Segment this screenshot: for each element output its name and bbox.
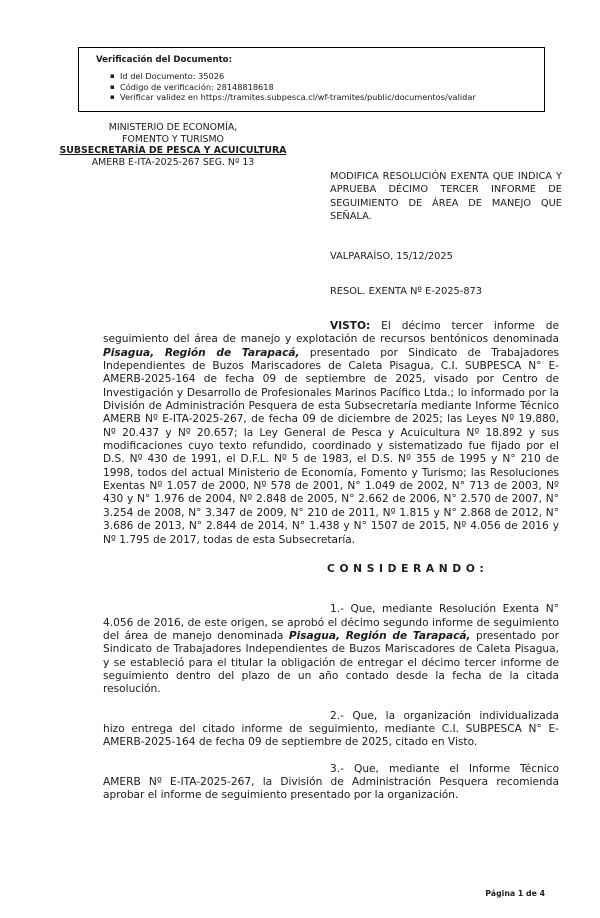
ministry-name-line2: FOMENTO Y TURISMO bbox=[122, 133, 224, 145]
verification-item-label: Código de verificación: 28148818618 bbox=[120, 81, 274, 92]
verification-item-label: Id del Documento: 35026 bbox=[120, 71, 225, 81]
verification-item-label: Verificar validez en https://tramites.subpesca.cl/wf-tramites/public/documentos/validar bbox=[120, 92, 476, 103]
bullet-icon: ▪ bbox=[110, 82, 115, 91]
visto-paragraph bbox=[103, 320, 559, 547]
verification-item-document-id bbox=[110, 71, 538, 82]
page-number: Página 1 de 4 bbox=[485, 889, 545, 898]
resolution-number: RESOL. EXENTA Nº E-2025-873 bbox=[330, 286, 483, 297]
verification-box bbox=[78, 47, 545, 112]
verification-list bbox=[96, 71, 538, 103]
letterhead bbox=[33, 122, 313, 168]
subsecretaria-title: SUBSECRETARÍA DE PESCA Y ACUICULTURA bbox=[59, 145, 287, 157]
considerando-paragraph-2: 2.- Que, la organización individualizada hizo entrega del citado informe de seguimiento, mediante C.I. SUBPESCA N° E-AMERB-2025-164 de fecha 09 de septiembre de 2025, citado en Visto. bbox=[103, 709, 559, 749]
document-reference: AMERB E-ITA-2025-267 SEG. Nº 13 bbox=[91, 156, 255, 168]
visto-label: VISTO: bbox=[330, 320, 371, 332]
verification-title: Verificación del Documento: bbox=[96, 55, 233, 65]
bullet-icon: ▪ bbox=[110, 93, 115, 102]
visto-text: El décimo tercer informe de seguimiento del área de manejo y explotación de recursos bentónicos denominada Pisagua, Región de Tarapacá, presentado por Sindicato de Trabajadores Independientes de Buzos Mariscadores de Caleta Pisagua, C.I. SUBPESCA N° E-AMERB-2025-164 de fecha 09 de septiembre de 2025, visado por Centro de Investigación y Desarrollo de Profesionales Marinos Pacífico Ltda.; lo informado por la División de Administración Pesquera de esta Subsecretaría mediante Informe Técnico AMERB Nº E-ITA-2025-267, de fecha 09 de diciembre de 2025; las Leyes Nº 19.880, Nº 20.437 y Nº 20.657; la Ley General de Pesca y Acuicultura Nº 18.892 y sus modificaciones cuyo texto refundido, coordinado y sistematizado fue fijado por el D.S. Nº 430 de 1991, el D.F.L. Nº 5 de 1983, el D.S. Nº 355 de 1995 y N° 210 de 1998, todos del actual Ministerio de Economía, Fomento y Turismo; las Resoluciones Exentas Nº 1.057 de 2000, Nº 578 de 2001, N° 1.049 de 2002, N° 713 de 2003, Nº 430 y N° 1.976 de 2004, Nº 2.848 de 2005, N° 2.662 de 2006, N° 2.570 de 2007, N° 3.254 de 2008, N° 3.347 de 2009, N° 210 de 2011, Nº 1.815 y N° 2.868 de 2012, N° 3.686 de 2013, N° 2.844 de 2014, N° 1.438 y N° 1507 de 2015, Nº 4.056 de 2016 y Nº 1.795 de 2017, todas de esta Subsecretaría. bbox=[103, 320, 559, 546]
verification-item-url bbox=[110, 92, 538, 103]
verification-item-code bbox=[110, 82, 538, 93]
bullet-icon: ▪ bbox=[110, 72, 115, 80]
considerando-heading: C O N S I D E R A N D O : bbox=[327, 562, 485, 575]
document-body bbox=[103, 320, 559, 803]
considerando-paragraph-3: 3.- Que, mediante el Informe Técnico AMERB Nº E-ITA-2025-267, la División de Administración Pesquera recomienda aprobar el informe de seguimiento presentado por la organización. bbox=[103, 762, 559, 802]
considerando-paragraph-1: 1.- Que, mediante Resolución Exenta N° 4.056 de 2016, de este origen, se aprobó el décimo segundo informe de seguimiento del área de manejo denominada Pisagua, Región de Tarapacá, presentado por Sindicato de Trabajadores Independientes de Buzos Mariscadores de Caleta Pisagua, y se estableció para el titular la obligación de entregar el décimo tercer informe de seguimiento dentro del plazo de un año contado desde la fecha de la citada resolución. bbox=[103, 603, 560, 696]
city-date: VALPARAÍSO, 15/12/2025 bbox=[330, 251, 453, 262]
ministry-name-line1: MINISTERIO DE ECONOMÍA, bbox=[108, 122, 238, 133]
resolution-title: MODIFICA RESOLUCIÓN EXENTA QUE INDICA Y APRUEBA DÉCIMO TERCER INFORME DE SEGUIMIENTO DE ÁREA DE MANEJO QUE SEÑALA. bbox=[330, 171, 562, 223]
